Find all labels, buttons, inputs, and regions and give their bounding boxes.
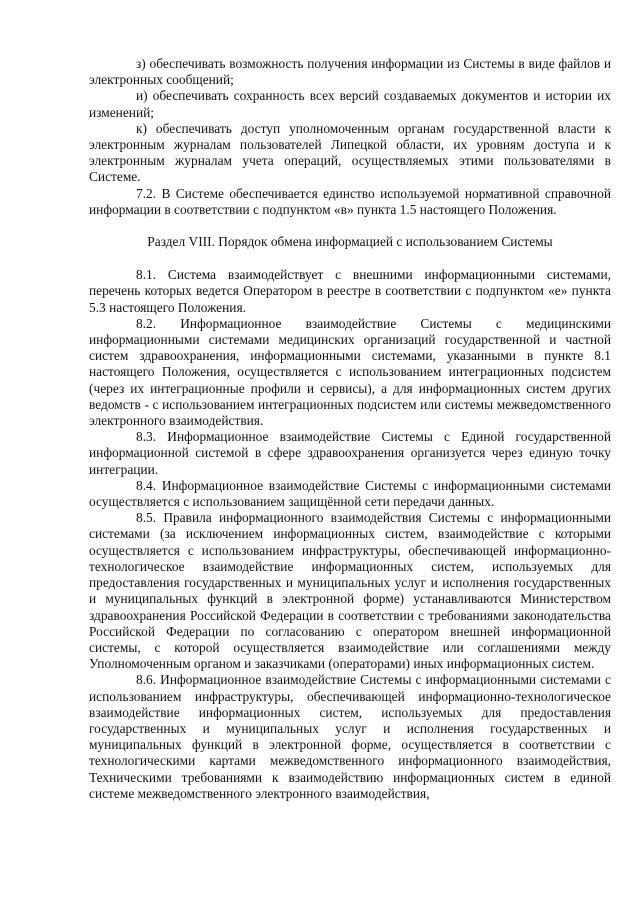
paragraph-8-1: 8.1. Система взаимодействует с внешними информационными системами, перечень которых ведется Оператором в реестре в соответствии с подпунктом «е» пункта 5.3 настоящего Положения. [89,267,611,315]
paragraph-8-3: 8.3. Информационное взаимодействие Системы с Единой государственной информационной системой в сфере здравоохранения организуется через единую точку интеграции. [89,429,611,477]
paragraph-7-2: 7.2. В Системе обеспечивается единство используемой нормативной справочной информации в соответствии с подпунктом «в» пункта 1.5 настоящего Положения. [89,185,611,217]
paragraph-8-5: 8.5. Правила информационного взаимодействия Системы с информационными системами (за исключением информационных систем, взаимодействие с которыми осуществляется с использованием инфраструктуры, обеспечивающей информационно-технологическое взаимодействие информационных систем, используемых для предоставления государственных и муниципальных услуг и исполнения государственных и муниципальных функций в электронной форме) устанавливаются Министерством здравоохранения Российской Федерации в соответствии с требованиями законодательства Российской Федерации по согласованию с оператором внешней информационной системы, с которой осуществляется взаимодействие или соглашениями между Уполномоченным органом и заказчиками (операторами) иных информационных систем. [89,510,611,672]
paragraph-8-4: 8.4. Информационное взаимодействие Системы с информационными системами осуществляется с использованием защищённой сети передачи данных. [89,477,611,510]
section-heading: Раздел VIII. Порядок обмена информацией с использованием Системы [147,234,553,250]
paragraph-8-2: 8.2. Информационное взаимодействие Системы с медицинскими информационными системами медицинских организаций государственной и частной систем здравоохранения, информационными системами, указанными в пункте 8.1 настоящего Положения, осуществляется с использованием интеграционных подсистем (через их интеграционные профили и сервисы), а для информационных систем других ведомств - с использованием интеграционных подсистем или системы межведомственного электронного взаимодействия. [89,315,611,429]
document-page [89,56,611,802]
paragraph-item-k: к) обеспечивать доступ уполномоченным органам государственной власти к электронным журналам пользователей Липецкой области, их уровням доступа и к электронным журналам учета операций, осуществляемых этими пользователями в Системе. [89,120,611,185]
paragraph-item-i: и) обеспечивать сохранность всех версий создаваемых документов и истории их изменений; [89,88,611,120]
paragraph-8-6: 8.6. Информационное взаимодействие Системы с информационными системами с использованием инфраструктуры, обеспечивающей информационно-технологическое взаимодействие информационных систем, используемых для предоставления государственных и муниципальных услуг и исполнения государственных и муниципальных функций в электронной форме, осуществляется в соответствии с технологическими картами межведомственного информационного взаимодействия, Техническими требованиями к взаимодействию информационных систем в единой системе межведомственного электронного взаимодействия, [89,672,611,801]
paragraph-item-z: з) обеспечивать возможность получения информации из Системы в виде файлов и электронных сообщений; [89,56,611,88]
